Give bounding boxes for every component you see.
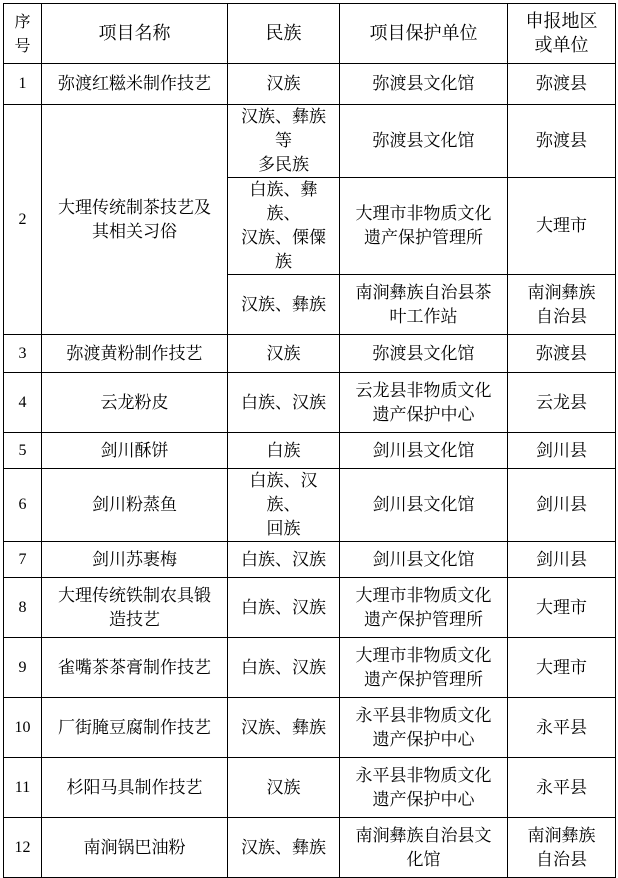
- ethnic-group-cell: 白族、汉族: [228, 373, 340, 433]
- header-region: 申报地区 或单位: [508, 4, 616, 64]
- region-cell: 弥渡县: [508, 64, 616, 105]
- region-cell: 云龙县: [508, 373, 616, 433]
- row-number: 11: [4, 758, 42, 818]
- protection-unit-cell: 大理市非物质文化 遗产保护管理所: [340, 638, 508, 698]
- header-row: [4, 4, 616, 64]
- heritage-table: [3, 3, 616, 878]
- table-row: [4, 818, 616, 878]
- region-cell: 永平县: [508, 698, 616, 758]
- table-row: [4, 433, 616, 469]
- region-cell: 剑川县: [508, 469, 616, 542]
- row-number: 3: [4, 335, 42, 373]
- table-row: [4, 638, 616, 698]
- ethnic-group-cell: 白族: [228, 433, 340, 469]
- project-name-cell: 剑川粉蒸鱼: [42, 469, 228, 542]
- project-name-cell: 剑川酥饼: [42, 433, 228, 469]
- table-row: [4, 698, 616, 758]
- table-row: [4, 105, 616, 178]
- table-row: [4, 578, 616, 638]
- header-protection-unit: 项目保护单位: [340, 4, 508, 64]
- table-row: [4, 542, 616, 578]
- table-row: [4, 373, 616, 433]
- table-header: [4, 4, 616, 64]
- table-row: [4, 335, 616, 373]
- ethnic-group-cell: 汉族: [228, 335, 340, 373]
- ethnic-group-cell: 汉族: [228, 64, 340, 105]
- header-number: 序 号: [4, 4, 42, 64]
- protection-unit-cell: 南涧彝族自治县文 化馆: [340, 818, 508, 878]
- row-number: 12: [4, 818, 42, 878]
- protection-unit-cell: 云龙县非物质文化 遗产保护中心: [340, 373, 508, 433]
- ethnic-group-cell: 汉族、彝族等 多民族: [228, 105, 340, 178]
- table-body: [4, 64, 616, 878]
- protection-unit-cell: 弥渡县文化馆: [340, 64, 508, 105]
- protection-unit-cell: 大理市非物质文化 遗产保护管理所: [340, 178, 508, 275]
- region-cell: 大理市: [508, 638, 616, 698]
- region-cell: 弥渡县: [508, 335, 616, 373]
- project-name-cell: 厂街腌豆腐制作技艺: [42, 698, 228, 758]
- project-name-cell: 杉阳马具制作技艺: [42, 758, 228, 818]
- project-name-cell: 剑川苏裹梅: [42, 542, 228, 578]
- protection-unit-cell: 弥渡县文化馆: [340, 105, 508, 178]
- ethnic-group-cell: 汉族、彝族: [228, 275, 340, 335]
- project-name-cell: 南涧锅巴油粉: [42, 818, 228, 878]
- region-cell: 剑川县: [508, 433, 616, 469]
- row-number: 6: [4, 469, 42, 542]
- project-name-cell: 云龙粉皮: [42, 373, 228, 433]
- row-number: 5: [4, 433, 42, 469]
- region-cell: 大理市: [508, 578, 616, 638]
- protection-unit-cell: 弥渡县文化馆: [340, 335, 508, 373]
- protection-unit-cell: 剑川县文化馆: [340, 542, 508, 578]
- protection-unit-cell: 大理市非物质文化 遗产保护管理所: [340, 578, 508, 638]
- protection-unit-cell: 剑川县文化馆: [340, 469, 508, 542]
- ethnic-group-cell: 汉族、彝族: [228, 818, 340, 878]
- ethnic-group-cell: 白族、汉族: [228, 542, 340, 578]
- protection-unit-cell: 永平县非物质文化 遗产保护中心: [340, 758, 508, 818]
- ethnic-group-cell: 白族、汉族、 回族: [228, 469, 340, 542]
- row-number: 8: [4, 578, 42, 638]
- region-cell: 永平县: [508, 758, 616, 818]
- table-row: [4, 469, 616, 542]
- header-project-name: 项目名称: [42, 4, 228, 64]
- protection-unit-cell: 剑川县文化馆: [340, 433, 508, 469]
- region-cell: 南涧彝族 自治县: [508, 275, 616, 335]
- table-row: [4, 758, 616, 818]
- table-row: [4, 64, 616, 105]
- project-name-cell: 雀嘴茶茶膏制作技艺: [42, 638, 228, 698]
- protection-unit-cell: 永平县非物质文化 遗产保护中心: [340, 698, 508, 758]
- protection-unit-cell: 南涧彝族自治县茶 叶工作站: [340, 275, 508, 335]
- region-cell: 弥渡县: [508, 105, 616, 178]
- project-name-cell: 弥渡黄粉制作技艺: [42, 335, 228, 373]
- ethnic-group-cell: 白族、汉族: [228, 578, 340, 638]
- project-name-cell: 大理传统铁制农具锻 造技艺: [42, 578, 228, 638]
- row-number: 2: [4, 105, 42, 335]
- row-number: 9: [4, 638, 42, 698]
- row-number: 10: [4, 698, 42, 758]
- ethnic-group-cell: 白族、汉族: [228, 638, 340, 698]
- ethnic-group-cell: 白族、彝族、 汉族、傈僳族: [228, 178, 340, 275]
- region-cell: 剑川县: [508, 542, 616, 578]
- ethnic-group-cell: 汉族: [228, 758, 340, 818]
- row-number: 7: [4, 542, 42, 578]
- ethnic-group-cell: 汉族、彝族: [228, 698, 340, 758]
- header-ethnic-group: 民族: [228, 4, 340, 64]
- project-name-cell: 弥渡红糍米制作技艺: [42, 64, 228, 105]
- region-cell: 大理市: [508, 178, 616, 275]
- project-name-cell: 大理传统制茶技艺及 其相关习俗: [42, 105, 228, 335]
- region-cell: 南涧彝族 自治县: [508, 818, 616, 878]
- row-number: 1: [4, 64, 42, 105]
- row-number: 4: [4, 373, 42, 433]
